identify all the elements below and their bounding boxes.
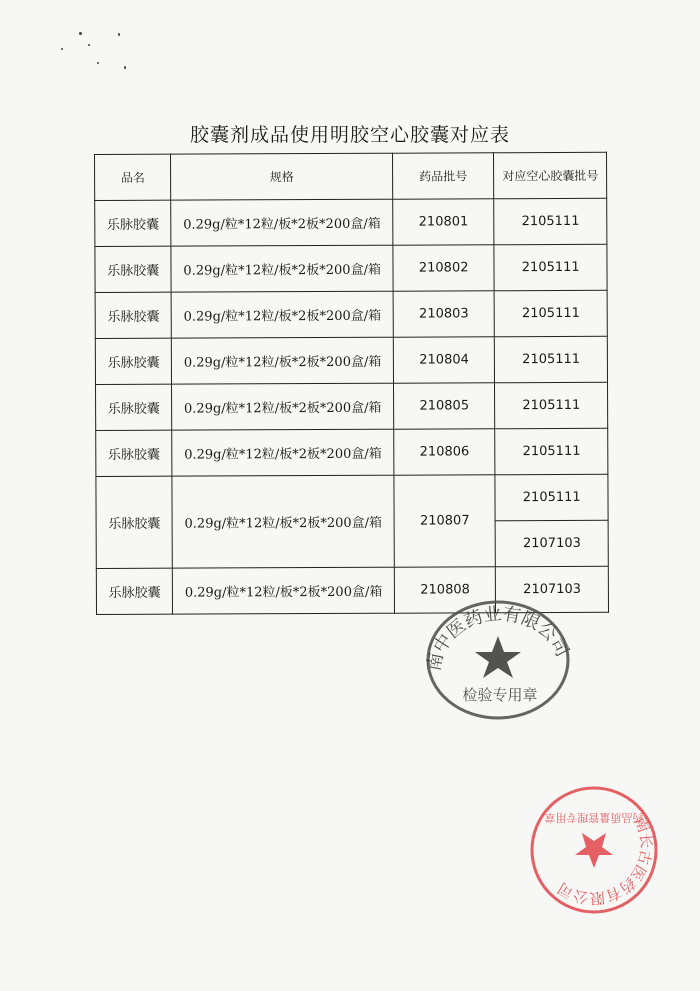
header-capsule-lot: 对应空心胶囊批号 (494, 152, 607, 198)
cell-name: 乐脉胶囊 (96, 568, 173, 614)
cell-lot: 210806 (394, 429, 496, 475)
cell-spec: 0.29g/粒*12粒/板*2板*200盒/箱 (172, 291, 394, 338)
cell-name: 乐脉胶囊 (95, 200, 172, 246)
table-row (95, 244, 607, 292)
cell-capsule-lot: 2105111 (495, 382, 608, 428)
inspection-seal-subtext: 检验专用章 (462, 686, 538, 704)
cell-spec: 0.29g/粒*12粒/板*2板*200盒/箱 (171, 245, 393, 292)
cell-spec: 0.29g/粒*12粒/板*2板*200盒/箱 (171, 199, 393, 246)
document-title: 胶囊剂成品使用明胶空心胶囊对应表 (189, 124, 510, 146)
cell-capsule-lot: 2105111 (495, 336, 608, 382)
table-row (95, 290, 607, 338)
table-row (96, 428, 608, 476)
table-row (95, 198, 607, 246)
cell-lot: 210807 (394, 475, 496, 567)
header-name: 品名 (95, 154, 172, 200)
cell-lot: 210803 (393, 291, 495, 337)
company-red-seal (524, 780, 664, 920)
cell-lot: 210801 (393, 199, 495, 245)
cell-name: 乐脉胶囊 (95, 338, 172, 384)
cell-name: 乐脉胶囊 (96, 384, 173, 430)
cell-name: 乐脉胶囊 (95, 292, 172, 338)
table-row (96, 474, 608, 522)
star-icon (475, 636, 521, 678)
red-seal-text: 南长古医药有限公司 (554, 814, 656, 908)
cell-spec: 0.29g/粒*12粒/板*2板*200盒/箱 (172, 337, 394, 384)
cell-spec: 0.29g/粒*12粒/板*2板*200盒/箱 (172, 383, 394, 430)
cell-lot: 210804 (393, 337, 495, 383)
cell-lot: 210802 (393, 245, 495, 291)
header-lot: 药品批号 (392, 153, 494, 199)
table-row (95, 336, 607, 384)
cell-capsule-lot: 2107103 (496, 566, 609, 612)
cell-spec: 0.29g/粒*12粒/板*2板*200盒/箱 (173, 567, 395, 614)
cell-capsule-lot: 2107103 (496, 520, 609, 566)
cell-capsule-lot: 2105111 (495, 474, 608, 520)
cell-name: 乐脉胶囊 (96, 476, 173, 568)
cell-capsule-lot: 2105111 (495, 428, 608, 474)
star-icon (575, 833, 613, 868)
table-row (96, 382, 608, 430)
red-seal-subtext: 药品质量管理专用章 (544, 811, 644, 824)
capsule-correspondence-table (94, 152, 609, 615)
cell-capsule-lot: 2105111 (495, 290, 608, 336)
cell-name: 乐脉胶囊 (96, 430, 173, 476)
cell-lot: 210808 (394, 567, 496, 613)
cell-spec: 0.29g/粒*12粒/板*2板*200盒/箱 (172, 429, 394, 476)
table-header-row (95, 152, 607, 200)
inspection-seal-text: 南中医药业有限公司 (423, 603, 573, 673)
cell-spec: 0.29g/粒*12粒/板*2板*200盒/箱 (172, 475, 394, 568)
cell-name: 乐脉胶囊 (95, 246, 172, 292)
inspection-seal (420, 596, 580, 726)
cell-capsule-lot: 2105111 (494, 244, 607, 290)
cell-lot: 210805 (393, 383, 495, 429)
header-spec: 规格 (171, 153, 393, 200)
cell-capsule-lot: 2105111 (494, 198, 607, 244)
